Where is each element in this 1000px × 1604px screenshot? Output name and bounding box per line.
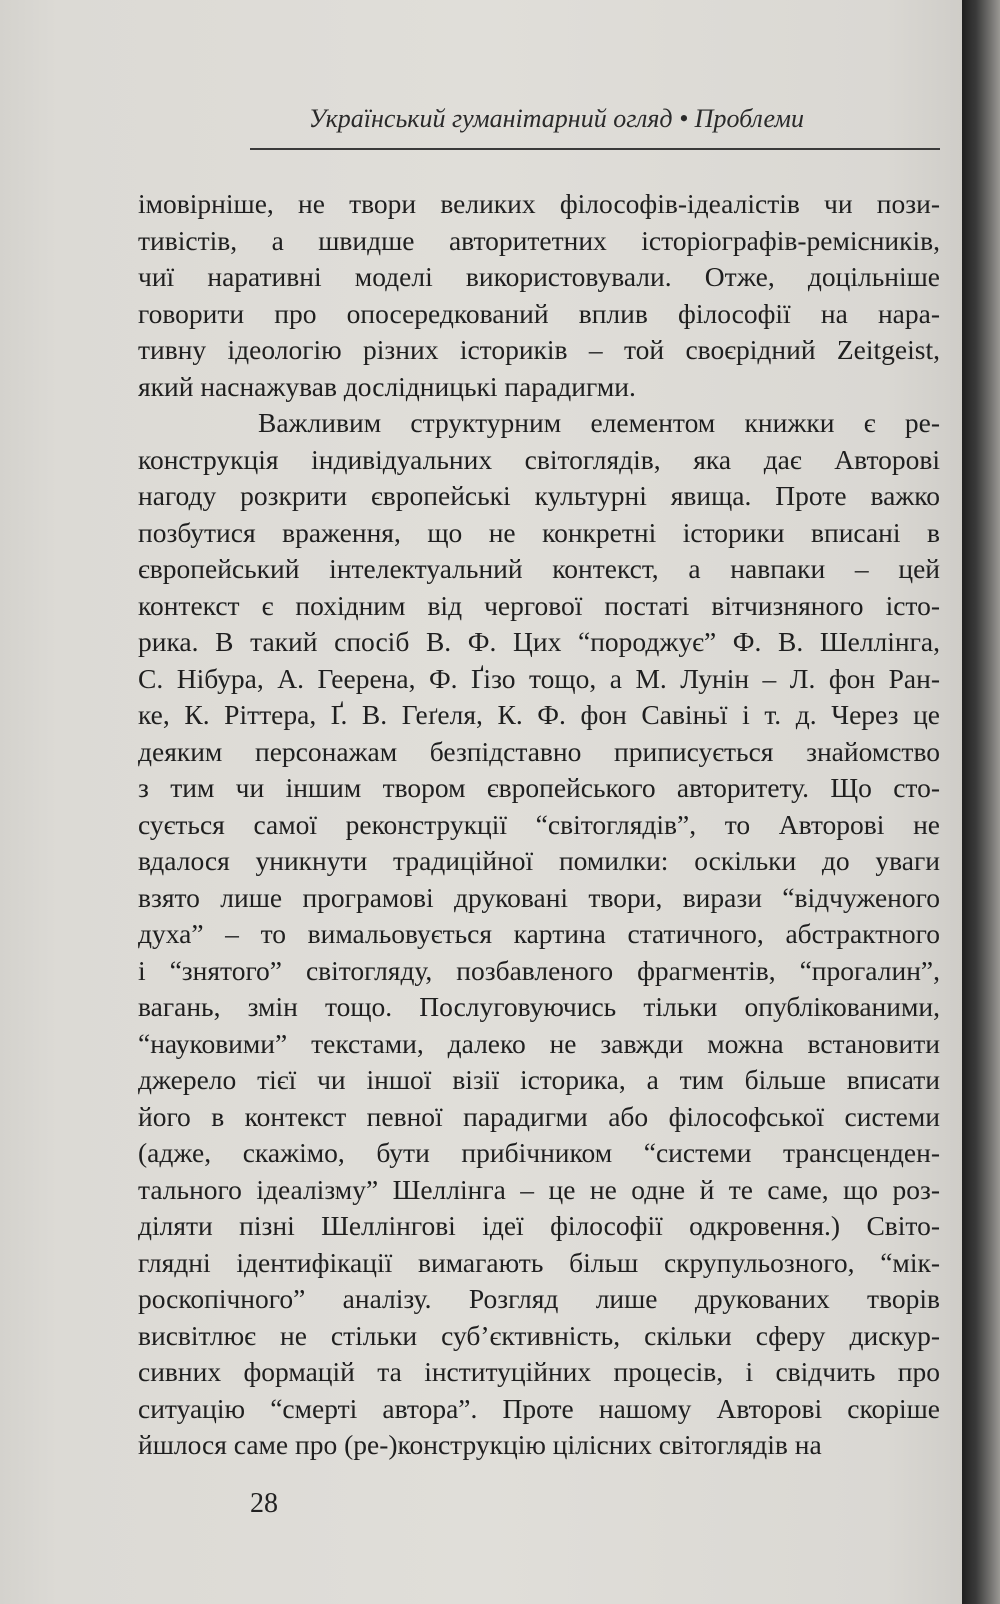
text-line: нагоду розкрити європейські культурні явища. Проте важко (138, 480, 940, 511)
text-line: ситуацію “смерті автора”. Проте нашому Авторові скоріше (138, 1392, 940, 1424)
text-line: деяким персонажам безпідставно приписується знайомство (138, 735, 940, 767)
text-line: взято лише програмові друковані твори, вирази “відчуженого (138, 881, 940, 913)
running-head: Український гуманітарний огляд • Проблеми (308, 104, 804, 133)
text-line: С. Нібура, А. Геерена, Ф. Ґізо тощо, а М. Лунін – Л. фон Ран- (138, 662, 940, 694)
text-line: тивну ідеологію різних істориків – той своєрідний Zeitgeist, (138, 334, 940, 365)
text-line: сується самої реконструкції “світоглядів”, то Авторові не (138, 808, 940, 840)
text-line: тивістів, а швидше авторитетних історіографів-ремісників, (138, 224, 940, 256)
text-line: роскопічного” аналізу. Розгляд лише друкованих творів (138, 1283, 940, 1314)
text-line: висвітлює не стільки суб’єктивність, скільки сферу дискур- (138, 1319, 940, 1351)
text-line: сивних формацій та інституційних процесів, і свідчить про (138, 1356, 940, 1387)
paragraph (138, 186, 940, 405)
text-line: рика. В такий спосіб В. Ф. Цих “породжує” Ф. В. Шеллінга, (138, 626, 940, 657)
header-rule (250, 148, 940, 150)
text-line: тального ідеалізму” Шеллінга – це не одне й те саме, що роз- (138, 1173, 940, 1205)
text-line: з тим чи іншим твором європейського авторитету. Що сто- (138, 772, 940, 803)
text-line: європейський інтелектуальний контекст, а навпаки – цей (138, 553, 940, 584)
text-line: вдалося уникнути традиційної помилки: оскільки до уваги (138, 845, 940, 876)
text-line: контекст є похідним від чергової постаті вітчизняного істо- (138, 589, 940, 621)
text-line: (адже, скажімо, бути прибічником “системи трансценден- (138, 1137, 940, 1168)
text-line: і “знятого” світогляду, позбавленого фрагментів, “прогалин”, (138, 954, 940, 986)
body-text (138, 186, 940, 1464)
text-line: позбутися враження, що не конкретні історики вписані в (138, 516, 940, 548)
text-line: діляти пізні Шеллінгові ідеї філософії одкровення.) Світо- (138, 1210, 940, 1241)
paragraph (138, 405, 940, 1464)
text-line: джерело тієї чи іншої візії історика, а тим більше вписати (138, 1064, 940, 1095)
text-line: конструкція індивідуальних світоглядів, яка дає Авторові (138, 443, 940, 475)
text-line: чиї наративні моделі використовували. Отже, доцільніше (138, 261, 940, 292)
text-line: який наснажував дослідницькі парадигми. (138, 370, 636, 402)
text-line: “науковими” текстами, далеко не завжди можна встановити (138, 1027, 940, 1059)
text-line: говорити про опосередкований вплив філософії на нара- (138, 297, 940, 329)
text-line: йшлося саме про (ре-)конструкцію цілісних світоглядів на (138, 1429, 822, 1460)
text-line: вагань, змін тощо. Послуговуючись тільки опублікованими, (138, 991, 940, 1022)
page-number: 28 (250, 1488, 278, 1519)
text-line: ке, К. Ріттера, Ґ. В. Геґеля, К. Ф. фон Савіньї і т. д. Через це (138, 699, 940, 730)
page-edge-shadow (960, 0, 1000, 1604)
text-line: його в контекст певної парадигми або філософської системи (138, 1100, 940, 1132)
text-line: імовірніше, не твори великих філософів-ідеалістів чи пози- (138, 188, 940, 219)
text-line: глядні ідентифікації вимагають більш скрупульозного, “мік- (138, 1246, 940, 1278)
text-line: духа” – то вимальовується картина статичного, абстрактного (138, 918, 940, 949)
text-line: Важливим структурним елементом книжки є ре- (258, 407, 940, 438)
